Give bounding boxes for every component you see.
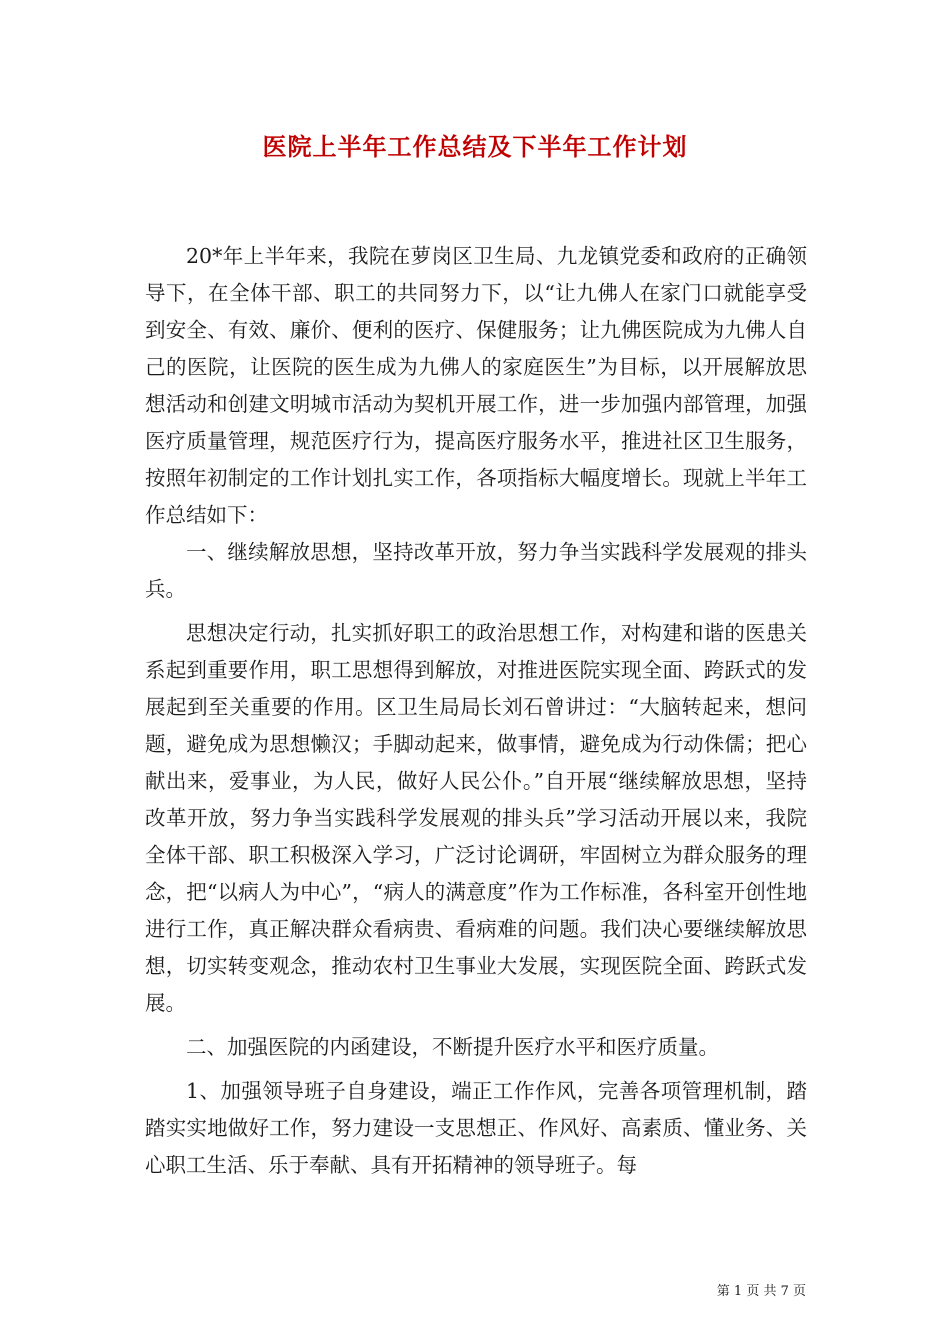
heading-section-2: 二、加强医院的内函建设，不断提升医疗水平和医疗质量。 xyxy=(186,1035,719,1059)
page-number-footer: 第 1 页 共 7 页 xyxy=(716,1284,806,1299)
document-body xyxy=(145,238,807,1184)
paragraph-section-2-item-1: 1、加强领导班子自身建设，端正工作作风，完善各项管理机制，踏踏实实地做好工作，努力建设一支思想正、作风好、高素质、懂业务、关心职工生活、乐于奉献、具有开拓精神的领导班子。每 xyxy=(145,1079,807,1177)
paragraph-intro: 20*年上半年来，我院在萝岗区卫生局、九龙镇党委和政府的正确领导下，在全体干部、职工的共同努力下，以“让九佛人在家门口就能享受到安全、有效、廉价、便利的医疗、保健服务；让九佛医院成为九佛人自己的医院，让医院的医生成为九佛人的家庭医生”为目标，以开展解放思想活动和创建文明城市活动为契机开展工作，进一步加强内部管理，加强医疗质量管理，规范医疗行为，提高医疗服务水平，推进社区卫生服务，按照年初制定的工作计划扎实工作，各项指标大幅度增长。现就上半年工作总结如下： xyxy=(145,244,807,527)
paragraph-section-1: 思想决定行动，扎实抓好职工的政治思想工作，对构建和谐的医患关系起到重要作用，职工思想得到解放，对推进医院实现全面、跨跃式的发展起到至关重要的作用。区卫生局局长刘石曾讲过：“大脑转起来，想问题，避免成为思想懒汉；手脚动起来，做事情，避免成为行动侏儒；把心献出来，爱事业，为人民，做好人民公仆。”自开展“继续解放思想，坚持改革开放，努力争当实践科学发展观的排头兵”学习活动开展以来，我院全体干部、职工积极深入学习，广泛讨论调研，牢固树立为群众服务的理念，把“以病人为中心”，“病人的满意度”作为工作标准，各科室开创性地进行工作，真正解决群众看病贵、看病难的问题。我们决心要继续解放思想，切实转变观念，推动农村卫生事业大发展，实现医院全面、跨跃式发展。 xyxy=(145,621,807,1015)
heading-section-1: 一、继续解放思想，坚持改革开放，努力争当实践科学发展观的排头兵。 xyxy=(145,540,807,601)
document-title: 医院上半年工作总结及下半年工作计划 xyxy=(262,132,688,161)
